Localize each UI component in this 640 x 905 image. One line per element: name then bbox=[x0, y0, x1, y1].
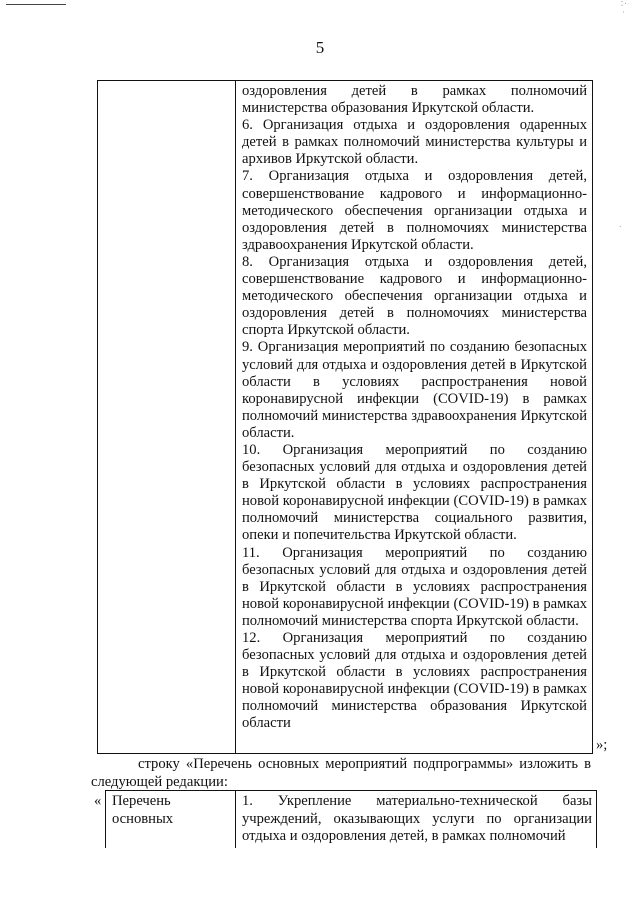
row-heading-cell: Перечень основных bbox=[112, 793, 174, 827]
opening-quote-mark: « bbox=[94, 793, 102, 809]
table-column-divider bbox=[235, 81, 236, 753]
scan-corner-mark: ∴ · bbox=[618, 0, 629, 15]
top-edge-rule bbox=[6, 4, 66, 5]
new-measures-table bbox=[105, 790, 597, 848]
instruction-line-1: строку «Перечень основных мероприятий подпрограммы» изложить в bbox=[138, 756, 591, 772]
measures-list-cell: оздоровления детей в рамках полномочий министерства образования Иркутской области. 6. Организация отдыха и оздоровления одаренных детей в рамках полномочий министерства культуры и архивов Иркутской области. 7. Организация отдыха и оздоровления детей, совершенствование кадрового и информационно-методического обеспечения организации отдыха и оздоровления детей в полномочиях министерства здравоохранения Иркутской области. 8. Организация отдыха и оздоровления детей, совершенствование кадрового и информационно-методического обеспечения организации отдыха и оздоровления детей в полномочиях министерства спорта Иркутской области. 9. Организация мероприятий по созданию безопасных условий для отдыха и оздоровления детей в Иркутской области в условиях распространения новой коронавирусной инфекции (COVID-19) в рамках полномочий министерства здравоохранения Иркутской области. 10. Организация мероприятий по созданию безопасных условий для отдыха и оздоровления детей в Иркутской области в условиях распространения новой коронавирусной инфекции (COVID-19) в рамках полномочий министерства социального развития, опеки и попечительства Иркутской области. 11. Организация мероприятий по созданию безопасных условий для отдыха и оздоровления детей в Иркутской области в условиях распространения новой коронавирусной инфекции (COVID-19) в рамках полномочий министерства спорта Иркутской области. 12. Организация мероприятий по созданию безопасных условий для отдыха и оздоровления детей в Иркутской области в условиях распространения новой коронавирусной инфекции (COVID-19) в рамках полномочий министерства образования Иркутской области bbox=[242, 83, 587, 732]
page-number: 5 bbox=[315, 38, 325, 57]
instruction-line-2: следующей редакции: bbox=[91, 773, 228, 790]
measures-table-continued bbox=[97, 80, 593, 754]
scan-side-mark: · bbox=[618, 222, 622, 233]
closing-quote-mark: »; bbox=[596, 737, 608, 753]
row-content-cell: 1. Укрепление материально-технической базы учреждений, оказывающих услуги по организации отдыха и оздоровления детей, в рамках полномочий bbox=[242, 793, 592, 844]
table-column-divider bbox=[235, 791, 236, 848]
amendment-instruction bbox=[91, 756, 591, 791]
